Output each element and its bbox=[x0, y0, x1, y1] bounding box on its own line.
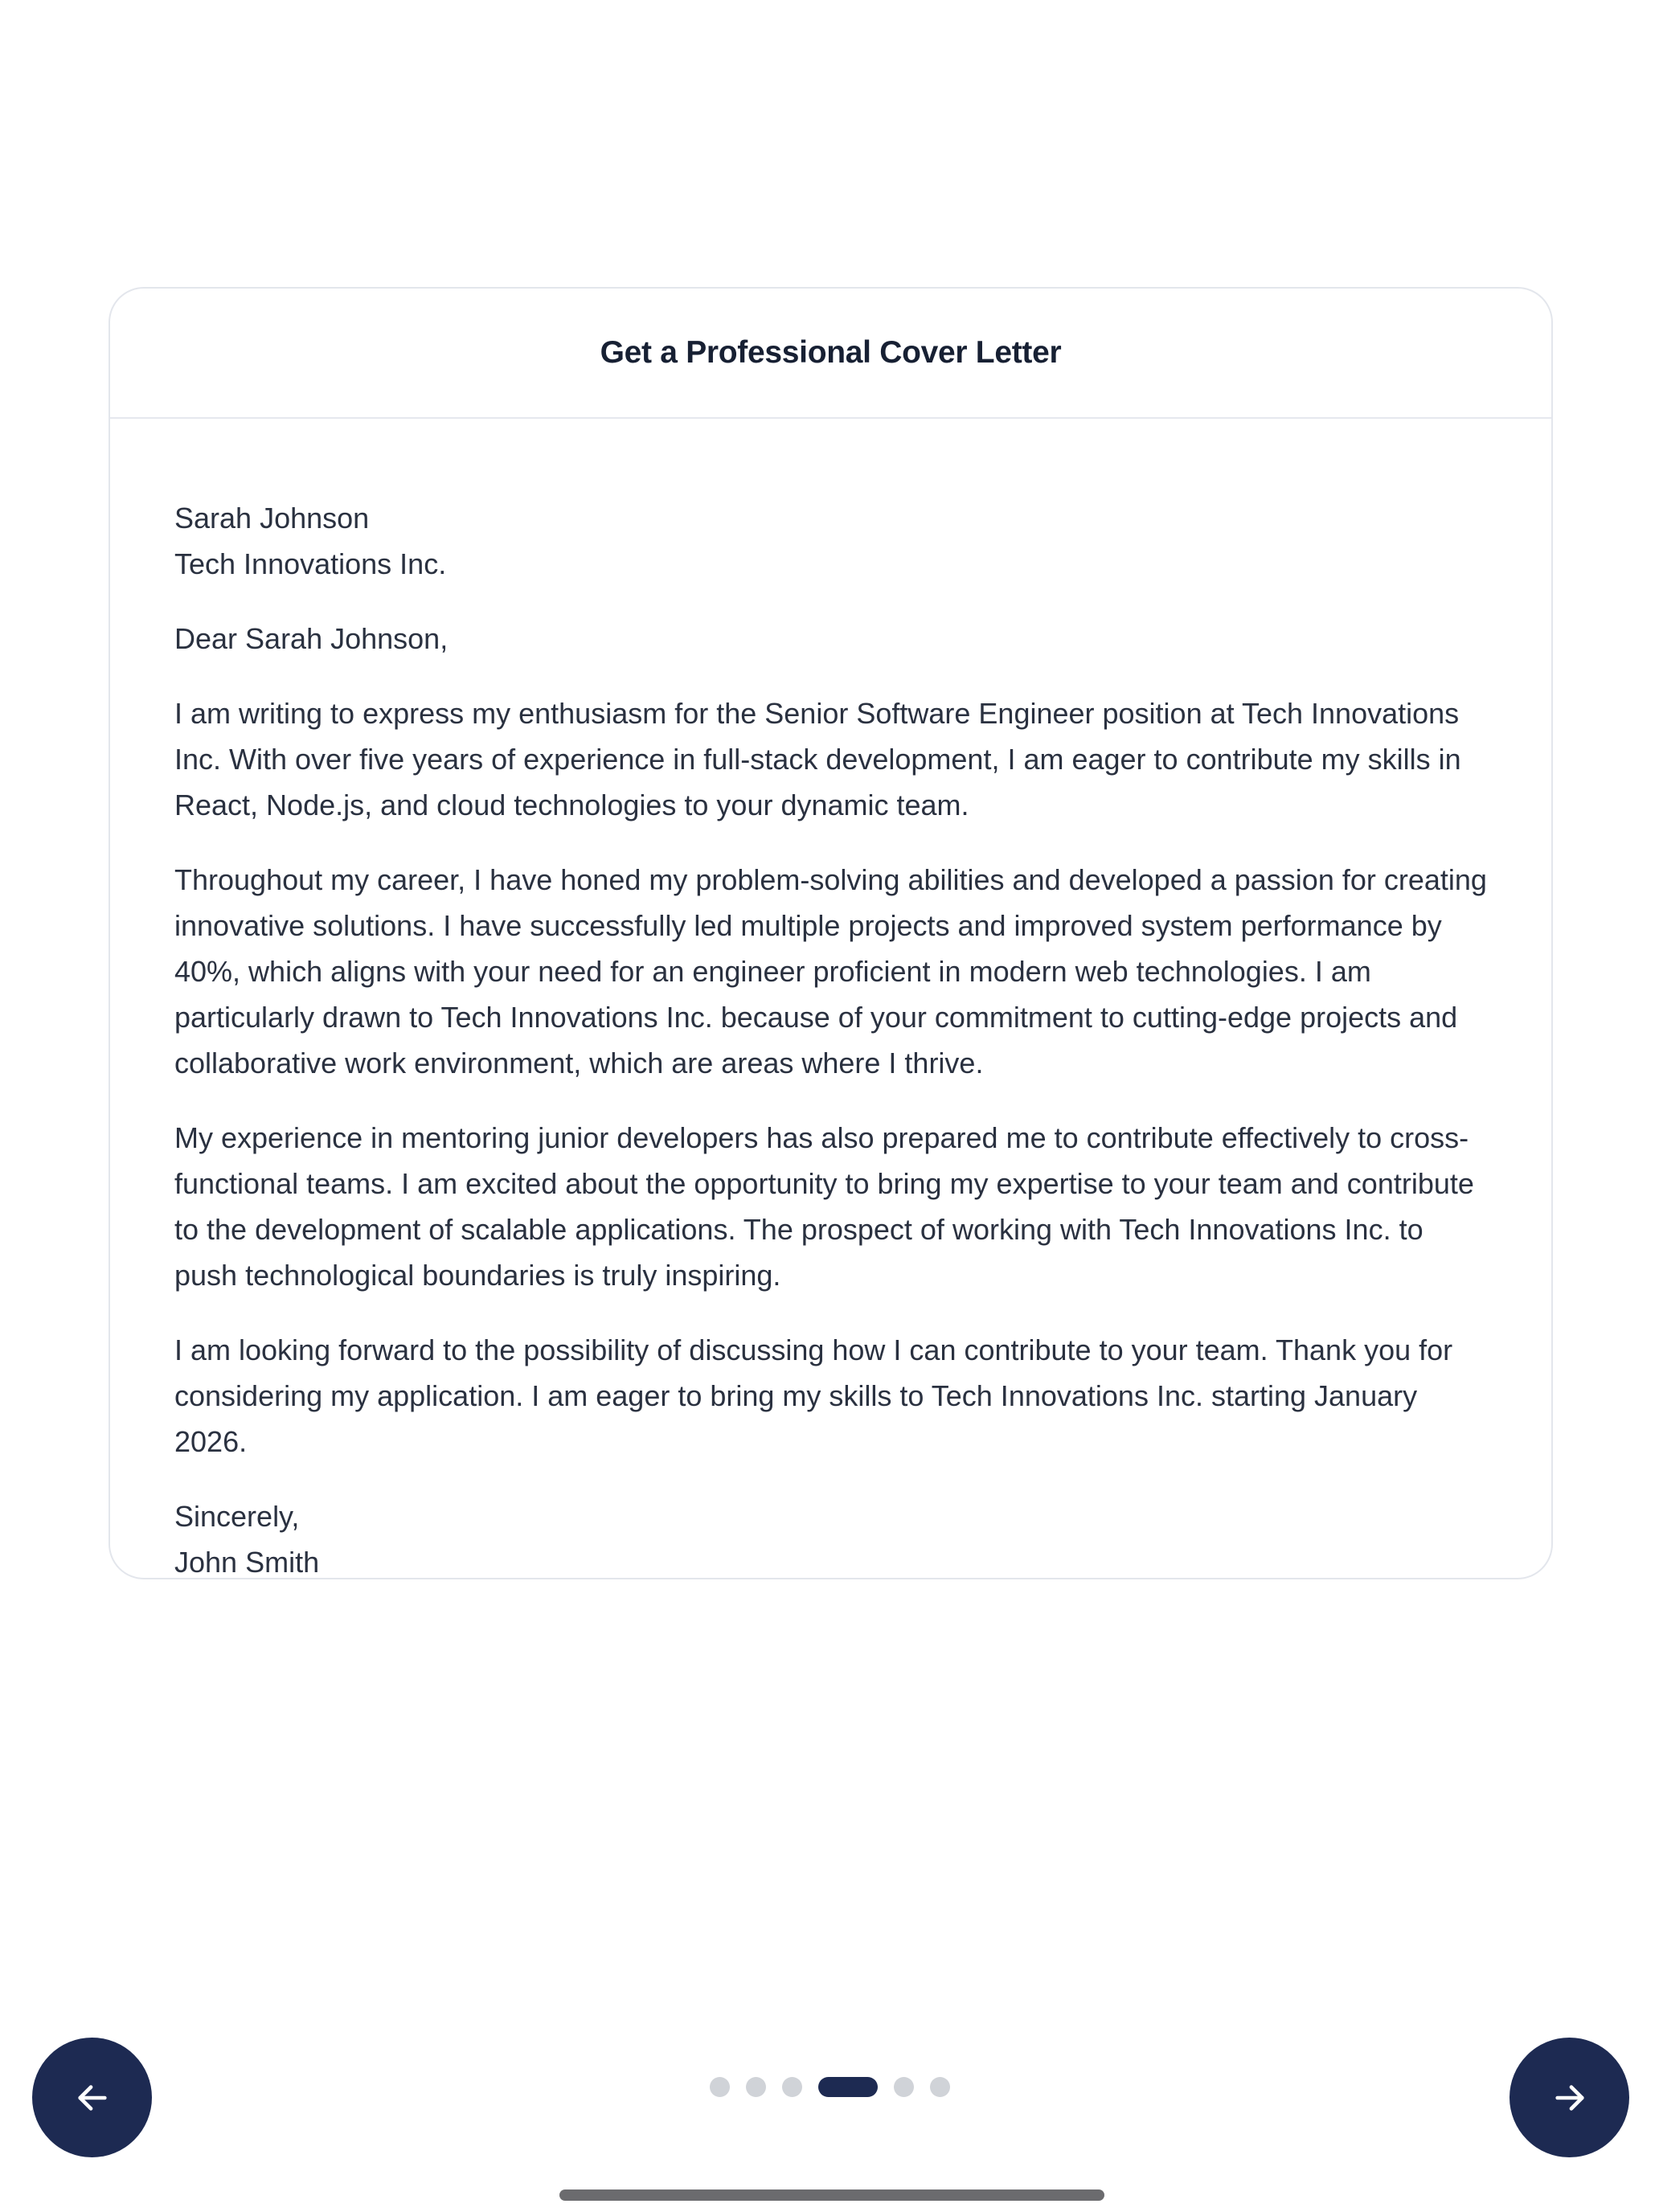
page-dot[interactable] bbox=[894, 2077, 914, 2097]
letter-paragraph-4: I am looking forward to the possibility of discussing how I can contribute to your team. Thank you for considering my application. I am eager to bring my skills to Tech Innovations Inc. starting January 2026. bbox=[174, 1333, 1453, 1458]
recipient-company: Tech Innovations Inc. bbox=[174, 547, 447, 580]
page-indicator bbox=[0, 2075, 1659, 2099]
next-button[interactable] bbox=[1509, 2038, 1629, 2157]
cover-letter-card bbox=[109, 287, 1553, 1579]
card-title: Get a Professional Cover Letter bbox=[600, 335, 1062, 370]
recipient-block bbox=[174, 495, 1487, 587]
recipient-name: Sarah Johnson bbox=[174, 502, 370, 535]
signature: John Smith bbox=[174, 1546, 320, 1579]
home-indicator bbox=[559, 2189, 1104, 2201]
page-dot[interactable] bbox=[746, 2077, 766, 2097]
page-dot-active[interactable] bbox=[818, 2077, 878, 2097]
page-dot[interactable] bbox=[782, 2077, 802, 2097]
card-header bbox=[110, 289, 1551, 419]
salutation: Dear Sarah Johnson, bbox=[174, 622, 449, 655]
page-dot[interactable] bbox=[710, 2077, 730, 2097]
letter-paragraph-1: I am writing to express my enthusiasm for the Senior Software Engineer position at Tech Innovations Inc. With over five years of experience in full-stack development, I am eager to contribute my skills in React, Node.js, and cloud technologies to your dynamic team. bbox=[174, 697, 1461, 821]
letter-paragraph-2: Throughout my career, I have honed my problem-solving abilities and developed a passion for creating innovative solutions. I have successfully led multiple projects and improved system performance by 40%, which aligns with your need for an engineer proficient in modern web technologies. I am particularly drawn to Tech Innovations Inc. because of your commitment to cutting-edge projects and collaborative work environment, which are areas where I thrive. bbox=[174, 863, 1487, 1079]
arrow-right-icon bbox=[1551, 2079, 1588, 2116]
letter-paragraph-3: My experience in mentoring junior developers has also prepared me to contribute effectively to cross-functional teams. I am excited about the opportunity to bring my expertise to your team and contribute to the development of scalable applications. The prospect of working with Tech Innovations Inc. to push technological boundaries is truly inspiring. bbox=[174, 1121, 1474, 1292]
page-dot[interactable] bbox=[930, 2077, 950, 2097]
letter-body bbox=[110, 419, 1551, 1579]
closing-block bbox=[174, 1493, 1487, 1579]
closing: Sincerely, bbox=[174, 1500, 300, 1533]
